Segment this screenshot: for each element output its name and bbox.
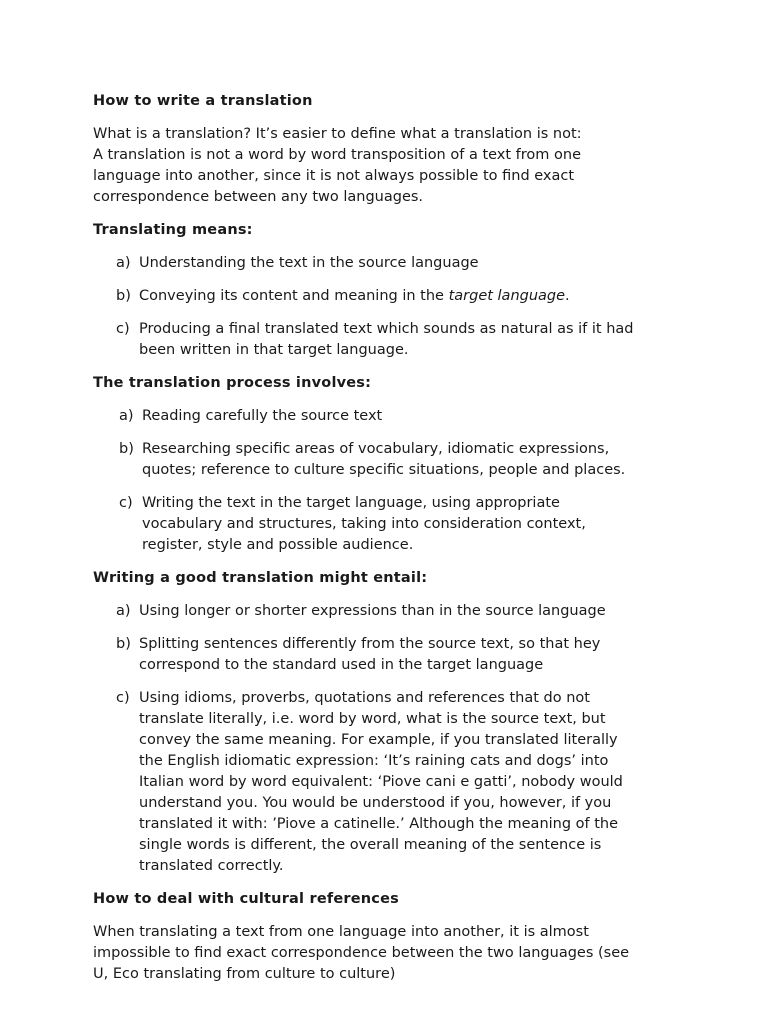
list-item (93, 286, 683, 307)
list-marker: c) (119, 495, 133, 511)
document-page (93, 91, 683, 985)
list-item-text: translate literally, i.e. word by word, what is the source text, but (139, 711, 606, 727)
list-item-text: Using longer or shorter expressions than in the source language (139, 603, 606, 619)
list-item-text: register, style and possible audience. (142, 537, 414, 553)
list-item-text: Understanding the text in the source language (139, 255, 479, 271)
list-item-text: been written in that target language. (139, 342, 409, 358)
list-marker: a) (119, 408, 134, 424)
intro-line: correspondence between any two languages. (93, 189, 424, 205)
list-item (93, 319, 683, 361)
list-item-text: understand you. You would be understood if you, however, if you (139, 795, 612, 811)
list-item-text: Producing a final translated text which sounds as natural as if it had (139, 321, 634, 337)
list-marker: a) (116, 255, 131, 271)
intro-line: What is a translation? It’s easier to define what a translation is not: (93, 126, 582, 142)
italic-term: target language (448, 288, 566, 304)
document-title: How to write a translation (93, 93, 313, 109)
list-item (93, 406, 683, 427)
list-item-text: correspond to the standard used in the target language (139, 657, 544, 673)
section-heading-cultural-references: How to deal with cultural references (93, 891, 399, 907)
list-item-text: translated it with: ’Piove a catinelle.’ Although the meaning of the (139, 816, 619, 832)
list-item-text: Using idioms, proverbs, quotations and references that do not (139, 690, 590, 706)
intro-line: language into another, since it is not always possible to find exact (93, 168, 575, 184)
paragraph-line: When translating a text from one language into another, it is almost (93, 924, 589, 940)
list-marker: b) (116, 636, 131, 652)
list-marker: c) (116, 321, 130, 337)
list-translation-process (93, 406, 683, 556)
list-item (93, 253, 683, 274)
list-item-text: vocabulary and structures, taking into consideration context, (142, 516, 586, 532)
list-item-text: quotes; reference to culture specific situations, people and places. (142, 462, 626, 478)
list-good-translation (93, 601, 683, 877)
list-translating-means (93, 253, 683, 361)
section-heading-translation-process: The translation process involves: (93, 375, 372, 391)
list-item-text: single words is different, the overall meaning of the sentence is (139, 837, 602, 853)
intro-line: A translation is not a word by word transposition of a text from one (93, 147, 582, 163)
list-item (93, 493, 683, 556)
list-item (93, 688, 683, 877)
list-item-text: translated correctly. (139, 858, 284, 874)
paragraph-line: U, Eco translating from culture to culture) (93, 966, 396, 982)
cultural-references-paragraph (93, 922, 683, 985)
list-marker: b) (116, 288, 131, 304)
list-item-text: Researching specific areas of vocabulary, idiomatic expressions, (142, 441, 610, 457)
list-item-text: Italian word by word equivalent: ‘Piove cani e gatti’, nobody would (139, 774, 623, 790)
list-marker: a) (116, 603, 131, 619)
list-marker: c) (116, 690, 130, 706)
paragraph-line: impossible to find exact correspondence between the two languages (see (93, 945, 630, 961)
list-item-text: Writing the text in the target language, using appropriate (142, 495, 560, 511)
intro-paragraph (93, 124, 683, 208)
section-heading-translating-means: Translating means: (93, 222, 253, 238)
list-item-text: convey the same meaning. For example, if you translated literally (139, 732, 618, 748)
list-item (93, 439, 683, 481)
section-heading-good-translation: Writing a good translation might entail: (93, 570, 428, 586)
list-item (93, 601, 683, 622)
list-item (93, 634, 683, 676)
list-item-text: the English idiomatic expression: ‘It’s raining cats and dogs’ into (139, 753, 609, 769)
list-item-text: Conveying its content and meaning in the (139, 288, 449, 304)
list-marker: b) (119, 441, 134, 457)
list-item-text: Reading carefully the source text (142, 408, 383, 424)
list-item-text: Splitting sentences differently from the source text, so that hey (139, 636, 601, 652)
list-item-text: . (565, 288, 570, 304)
